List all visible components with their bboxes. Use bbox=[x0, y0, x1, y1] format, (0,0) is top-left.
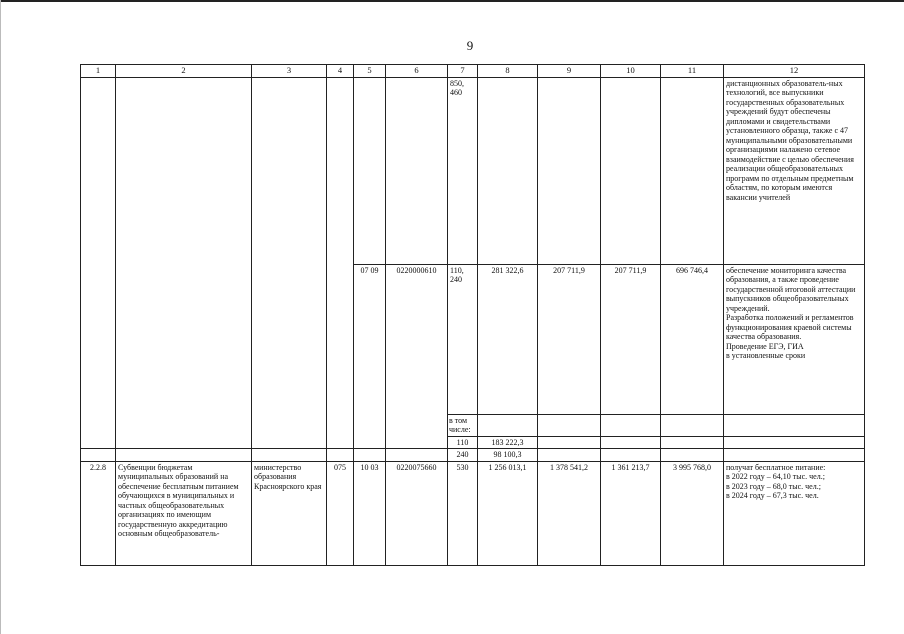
cell-rzpr-empty bbox=[354, 77, 386, 264]
cell-vr: 240 bbox=[448, 449, 478, 462]
cell-2023-empty bbox=[538, 77, 601, 264]
table-row-including-240 bbox=[81, 449, 865, 462]
cell-result: получат бесплатное питание: в 2022 году – 64,10 тыс. чел.; в 2023 году – 68,0 тыс. чел.; в 2024 году – 67,3 тыс. чел. bbox=[724, 461, 865, 565]
cell-empty bbox=[538, 414, 601, 436]
cell-2022: 98 100,3 bbox=[478, 449, 538, 462]
page-number: 9 bbox=[466, 38, 474, 53]
cell-empty bbox=[327, 449, 354, 462]
cell-2024: 1 361 213,7 bbox=[601, 461, 661, 565]
cell-code-empty bbox=[327, 77, 354, 449]
cell-empty bbox=[661, 414, 724, 436]
cell-empty bbox=[601, 436, 661, 449]
header-cell-2: 2 bbox=[116, 65, 252, 78]
cell-empty bbox=[478, 414, 538, 436]
cell-empty bbox=[386, 449, 448, 462]
cell-empty bbox=[601, 449, 661, 462]
cell-empty bbox=[81, 449, 116, 462]
header-cell-11: 11 bbox=[661, 65, 724, 78]
cell-name: Субвенции бюджетам муниципальных образований на обеспечение бесплатным питанием обучающихся в муниципальных и частных общеобразовательных организациях по имеющим государственную аккредитацию основным общеобразователь- bbox=[116, 461, 252, 565]
cell-csr: 0220075660 bbox=[386, 461, 448, 565]
scan-edge-left bbox=[0, 0, 1, 634]
cell-empty bbox=[661, 449, 724, 462]
cell-name-empty bbox=[116, 77, 252, 449]
cell-result: обеспечение мониторинга качества образования, а также проведение государственной итоговой аттестации выпускников общеобразовательных учреждений. Разработка положений и регламентов функционирования краевой системы качества образования. Проведение ЕГЭ, ГИА в установленные сроки bbox=[724, 264, 865, 414]
cell-empty bbox=[116, 449, 252, 462]
cell-empty bbox=[601, 414, 661, 436]
header-cell-10: 10 bbox=[601, 65, 661, 78]
cell-total-empty bbox=[661, 77, 724, 264]
cell-vr: 110, 240 bbox=[448, 264, 478, 414]
cell-2022: 183 222,3 bbox=[478, 436, 538, 449]
cell-empty bbox=[538, 449, 601, 462]
header-cell-4: 4 bbox=[327, 65, 354, 78]
cell-empty bbox=[724, 414, 865, 436]
header-cell-1: 1 bbox=[81, 65, 116, 78]
cell-vr: 110 bbox=[448, 436, 478, 449]
table-header-row bbox=[81, 65, 865, 78]
cell-empty bbox=[538, 436, 601, 449]
cell-result: дистанционных образователь-ных технологий, все выпускники государственных образовательных учреждений будут обеспечены дипломами и свидетельствами установленного образца, также с 47 муниципальными образовательными организациями налажено сетевое взаимодействие с целью обеспечения реализации общеобразовательных программ по отдельным предметным областям, по которым имеются вакансии учителей bbox=[724, 77, 865, 264]
cell-csr-empty bbox=[386, 77, 448, 264]
table-row-2-2-8 bbox=[81, 461, 865, 565]
cell-vr: 850, 460 bbox=[448, 77, 478, 264]
cell-num: 2.2.8 bbox=[81, 461, 116, 565]
cell-2022: 281 322,6 bbox=[478, 264, 538, 414]
cell-empty bbox=[724, 436, 865, 449]
cell-2023: 207 711,9 bbox=[538, 264, 601, 414]
cell-including-label: в том числе: bbox=[448, 414, 478, 436]
header-cell-12: 12 bbox=[724, 65, 865, 78]
cell-2024-empty bbox=[601, 77, 661, 264]
cell-grbs: министерство образования Красноярского края bbox=[252, 461, 327, 565]
cell-2022: 1 256 013,1 bbox=[478, 461, 538, 565]
header-cell-5: 5 bbox=[354, 65, 386, 78]
scan-edge-top bbox=[0, 0, 904, 2]
cell-rzpr: 07 09 bbox=[354, 264, 386, 449]
cell-2024: 207 711,9 bbox=[601, 264, 661, 414]
cell-csr: 0220000610 bbox=[386, 264, 448, 449]
cell-empty bbox=[252, 449, 327, 462]
cell-total: 696 746,4 bbox=[661, 264, 724, 414]
header-cell-3: 3 bbox=[252, 65, 327, 78]
cell-empty bbox=[354, 449, 386, 462]
header-cell-8: 8 bbox=[478, 65, 538, 78]
cell-empty bbox=[724, 449, 865, 462]
header-cell-6: 6 bbox=[386, 65, 448, 78]
table-row-continuation bbox=[81, 77, 865, 264]
header-cell-9: 9 bbox=[538, 65, 601, 78]
cell-rzpr: 10 03 bbox=[354, 461, 386, 565]
cell-grbs-empty bbox=[252, 77, 327, 449]
cell-code: 075 bbox=[327, 461, 354, 565]
cell-vr: 530 bbox=[448, 461, 478, 565]
budget-table bbox=[80, 64, 865, 566]
cell-total: 3 995 768,0 bbox=[661, 461, 724, 565]
cell-2023: 1 378 541,2 bbox=[538, 461, 601, 565]
cell-2022-empty bbox=[478, 77, 538, 264]
header-cell-7: 7 bbox=[448, 65, 478, 78]
cell-empty bbox=[661, 436, 724, 449]
cell-num-empty bbox=[81, 77, 116, 449]
